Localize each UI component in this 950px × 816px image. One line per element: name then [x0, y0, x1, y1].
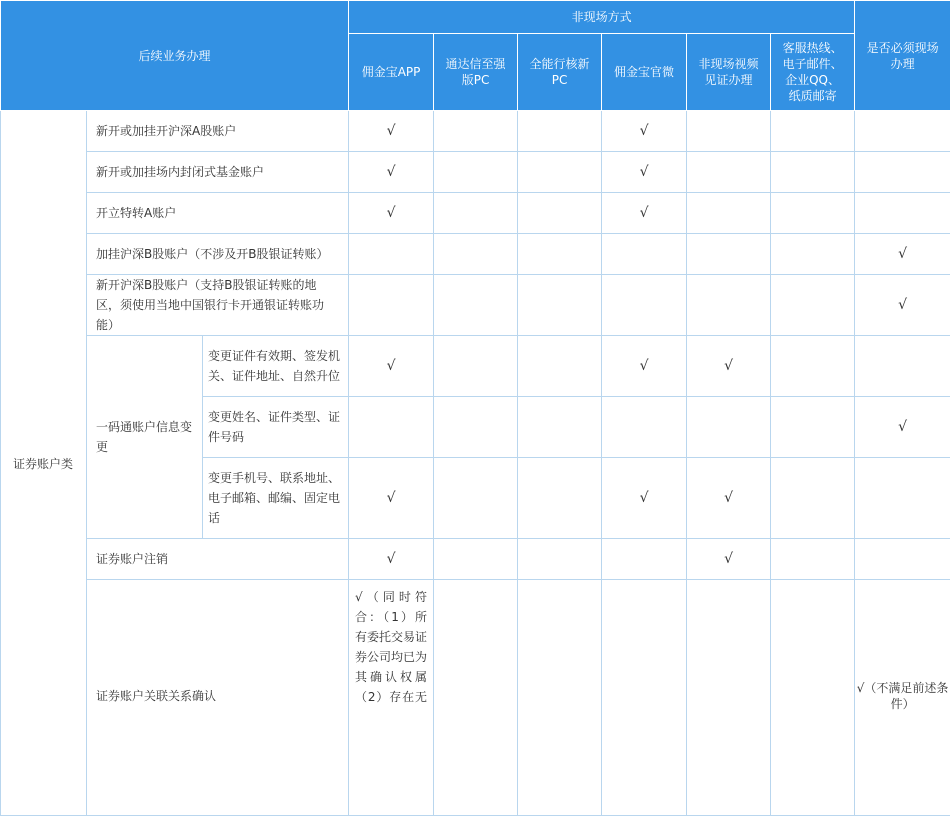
channel-header: 全能行核新PC — [518, 34, 602, 111]
mark-cell — [518, 152, 602, 193]
mark-cell: √ — [349, 336, 434, 397]
mark-cell — [771, 234, 855, 275]
row-label: 证券账户注销 — [87, 539, 349, 580]
channel-header: 客服热线、电子邮件、企业QQ、纸质邮寄 — [771, 34, 855, 111]
mark-cell — [855, 193, 950, 234]
mark-cell: √ — [349, 152, 434, 193]
mark-cell: √ — [602, 111, 687, 152]
row-label: 加挂沪深B股账户（不涉及开B股银证转账） — [87, 234, 349, 275]
mark-cell — [518, 397, 602, 458]
mark-cell: √ — [349, 111, 434, 152]
mark-cell: √ — [602, 193, 687, 234]
mark-cell — [602, 234, 687, 275]
mark-cell — [434, 193, 518, 234]
channel-header: 佣金宝APP — [349, 34, 434, 111]
mark-cell — [687, 234, 771, 275]
mark-cell — [349, 275, 434, 336]
onsite-note-cell: √（不满足前述条件） — [855, 580, 950, 816]
channel-header: 通达信至强版PC — [434, 34, 518, 111]
mark-cell: √ — [349, 539, 434, 580]
row-label: 新开或加挂场内封闭式基金账户 — [87, 152, 349, 193]
mark-cell — [771, 397, 855, 458]
mark-cell — [518, 539, 602, 580]
mark-cell — [687, 275, 771, 336]
mark-cell — [518, 458, 602, 539]
mark-cell — [518, 275, 602, 336]
channel-header: 非现场视频见证办理 — [687, 34, 771, 111]
mark-cell: √ — [602, 458, 687, 539]
mark-cell — [434, 234, 518, 275]
mark-cell — [602, 539, 687, 580]
mark-cell: √ — [602, 336, 687, 397]
mark-cell — [434, 275, 518, 336]
mark-cell — [349, 397, 434, 458]
mark-cell — [855, 111, 950, 152]
mark-cell: √ — [349, 458, 434, 539]
sub-row-label: 变更手机号、联系地址、电子邮箱、邮编、固定电话 — [203, 458, 349, 539]
mark-cell — [434, 336, 518, 397]
mark-cell — [602, 397, 687, 458]
sub-row-label: 变更姓名、证件类型、证件号码 — [203, 397, 349, 458]
mark-cell — [771, 193, 855, 234]
mark-cell — [349, 234, 434, 275]
row-label: 新开沪深B股账户（支持B股银证转账的地区，须使用当地中国银行卡开通银证转账功能） — [87, 275, 349, 336]
mark-cell — [855, 152, 950, 193]
mark-cell — [687, 111, 771, 152]
empty-cell — [602, 580, 687, 816]
mark-cell — [771, 111, 855, 152]
app-note-cell: √（同时符合：（1）所有委托交易证券公司均已为其确认权属（2）存在无 — [349, 580, 434, 816]
mark-cell — [771, 336, 855, 397]
mark-cell — [771, 458, 855, 539]
mark-cell: √ — [855, 397, 950, 458]
mark-cell — [771, 152, 855, 193]
row-label: 证券账户关联关系确认 — [87, 580, 349, 816]
mark-cell — [518, 234, 602, 275]
category-cell: 证券账户类 — [1, 111, 87, 816]
onsite-header: 是否必须现场办理 — [855, 1, 950, 111]
mark-cell — [518, 193, 602, 234]
mark-cell — [434, 111, 518, 152]
group-label: 一码通账户信息变更 — [87, 336, 203, 539]
row-label: 新开或加挂开沪深A股账户 — [87, 111, 349, 152]
mark-cell: √ — [855, 234, 950, 275]
empty-cell — [518, 580, 602, 816]
mark-cell — [771, 539, 855, 580]
mark-cell — [518, 336, 602, 397]
mark-cell: √ — [855, 275, 950, 336]
mark-cell — [602, 275, 687, 336]
empty-cell — [771, 580, 855, 816]
mark-cell — [434, 397, 518, 458]
mark-cell: √ — [602, 152, 687, 193]
mark-cell — [434, 458, 518, 539]
offsite-group-header: 非现场方式 — [349, 1, 855, 34]
mark-cell — [687, 152, 771, 193]
empty-cell — [434, 580, 518, 816]
row-label: 开立特转A账户 — [87, 193, 349, 234]
mark-cell: √ — [687, 458, 771, 539]
mark-cell — [434, 539, 518, 580]
sub-row-label: 变更证件有效期、签发机关、证件地址、自然升位 — [203, 336, 349, 397]
channel-header: 佣金宝官微 — [602, 34, 687, 111]
mark-cell — [687, 193, 771, 234]
business-header: 后续业务办理 — [1, 1, 349, 111]
mark-cell — [434, 152, 518, 193]
mark-cell: √ — [687, 336, 771, 397]
mark-cell: √ — [349, 193, 434, 234]
empty-cell — [687, 580, 771, 816]
mark-cell — [687, 397, 771, 458]
mark-cell — [855, 539, 950, 580]
mark-cell — [518, 111, 602, 152]
mark-cell — [855, 458, 950, 539]
mark-cell — [771, 275, 855, 336]
mark-cell: √ — [687, 539, 771, 580]
mark-cell — [855, 336, 950, 397]
